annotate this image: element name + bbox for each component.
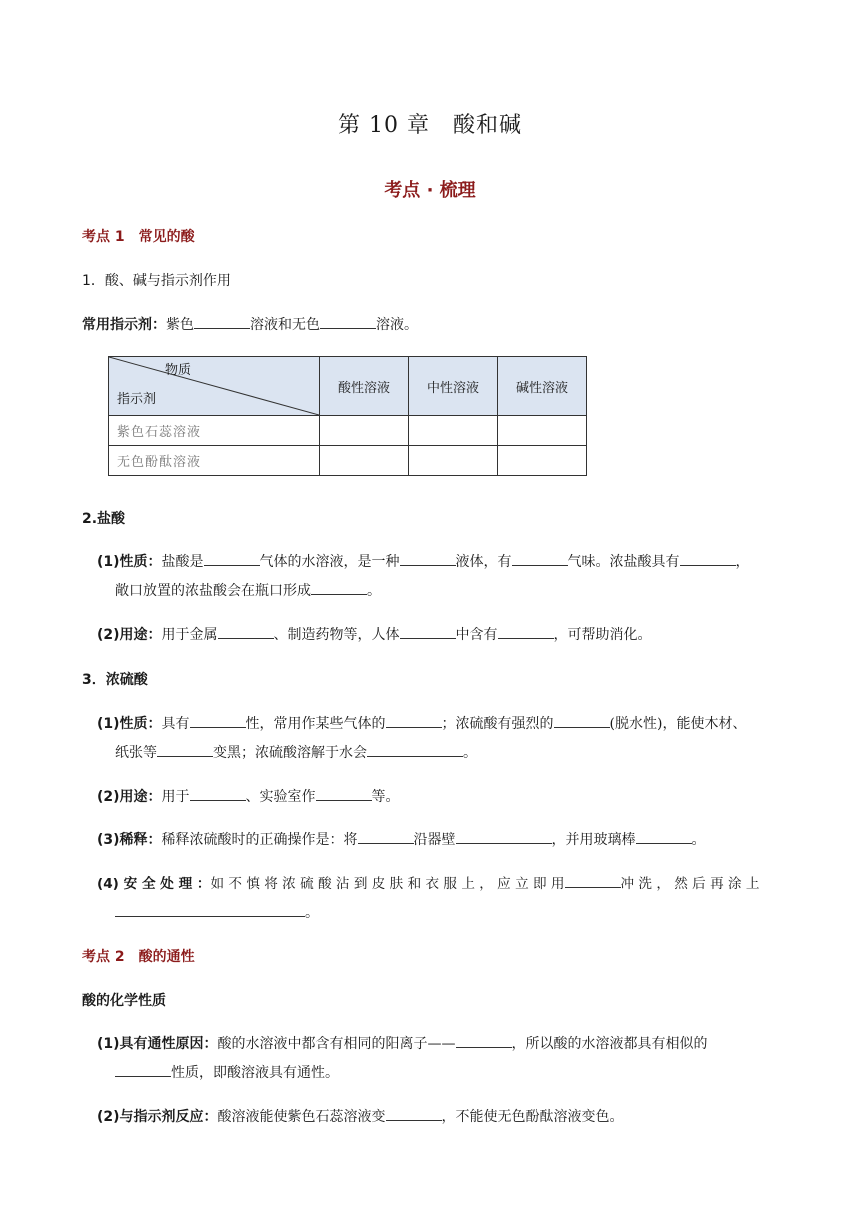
text: ，并用玻璃棒 (551, 832, 636, 848)
blank (218, 624, 274, 639)
text: 。 (367, 583, 381, 599)
text: 等。 (371, 789, 400, 805)
text: 冲 洗 ， 然 后 再 涂 上 (620, 876, 760, 892)
text: ， (735, 554, 750, 570)
label: (1)性质： (97, 716, 162, 732)
h2so4-use-line (97, 786, 782, 807)
text: 用于 (161, 789, 190, 805)
s2-heading: 2.盐酸 (82, 511, 126, 527)
hcl-property-line1 (97, 551, 782, 572)
blank (386, 713, 442, 728)
text: 。 (463, 745, 477, 761)
row-label: 紫色石蕊溶液 (109, 416, 320, 446)
kp2-heading: 考点 2 酸的通性 (82, 949, 195, 965)
text: 。 (691, 832, 706, 848)
diag-top-label: 物质 (165, 363, 192, 378)
text: 气味。浓盐酸具有 (567, 554, 680, 570)
text: 液体，有 (455, 554, 512, 570)
blank (498, 624, 554, 639)
text: 沿器壁 (413, 832, 456, 848)
text: 溶液和无色 (250, 317, 320, 333)
table-cell (320, 446, 409, 476)
hcl-property-line2 (115, 580, 782, 601)
blank (320, 314, 376, 329)
diag-bottom-label: 指示剂 (117, 392, 157, 407)
blank (367, 742, 463, 757)
label: (2)用途： (97, 789, 162, 805)
text: 纸张等 (115, 745, 157, 761)
kp1-heading: 考点 1 常见的酸 (82, 229, 195, 245)
acid-general-line2 (115, 1062, 782, 1083)
column-header: 碱性溶液 (498, 357, 587, 416)
text: 气体的水溶液，是一种 (259, 554, 400, 570)
table-cell (498, 416, 587, 446)
blank (456, 1033, 512, 1048)
text: ，可帮助消化。 (553, 627, 652, 643)
text: 用于金属 (161, 627, 218, 643)
blank (386, 1106, 442, 1121)
kp2-subheading: 酸的化学性质 (82, 993, 166, 1009)
label: (2)与指示剂反应： (97, 1109, 218, 1125)
label: (4) 安 全 处 理 ： (97, 876, 211, 892)
indicator-label: 常用指示剂： (82, 317, 166, 333)
blank (316, 786, 372, 801)
h2so4-property-line2 (115, 742, 782, 763)
label: (1)具有通性原因： (97, 1036, 218, 1052)
text: 具有 (161, 716, 190, 732)
text: ，所以酸的水溶液都具有相似的 (511, 1036, 708, 1052)
blank (204, 551, 260, 566)
hcl-use-line (97, 624, 782, 645)
acid-general-line1 (97, 1033, 782, 1054)
text: 性，常用作某些气体的 (245, 716, 386, 732)
table-cell (409, 446, 498, 476)
text: 稀释浓硫酸时的正确操作是：将 (161, 832, 358, 848)
text: 变黑；浓硫酸溶解于水会 (213, 745, 367, 761)
blank (400, 551, 456, 566)
text: 、实验室作 (245, 789, 316, 805)
blank (358, 829, 414, 844)
table-cell (498, 446, 587, 476)
column-header: 酸性溶液 (320, 357, 409, 416)
label: (2)用途： (97, 627, 162, 643)
s1-heading: 1．酸、碱与指示剂作用 (82, 273, 231, 289)
label: (3)稀释： (97, 832, 162, 848)
text: 3．浓硫酸 (82, 672, 148, 688)
text: 。 (305, 905, 319, 921)
blank (456, 829, 552, 844)
section-subtitle: 考点 · 梳理 (384, 180, 476, 201)
table-cell (320, 416, 409, 446)
indicator-table (108, 356, 587, 476)
blank (115, 1062, 171, 1077)
text: 酸的水溶液中都含有相同的阳离子—— (217, 1036, 456, 1052)
table-row (109, 416, 587, 446)
blank (400, 624, 456, 639)
blank (680, 551, 736, 566)
text: (脱水性)，能使木材、 (609, 716, 747, 732)
text: 盐酸是 (161, 554, 204, 570)
blank (636, 829, 692, 844)
text: 紫色 (166, 317, 194, 333)
indicator-line (82, 314, 782, 335)
blank (115, 902, 305, 917)
chapter-title: 第 10 章 酸和碱 (338, 113, 522, 138)
text: 如 不 慎 将 浓 硫 酸 沾 到 皮 肤 和 衣 服 上 ， 应 立 即 用 (210, 876, 565, 892)
blank (311, 580, 367, 595)
table-cell (409, 416, 498, 446)
column-header: 中性溶液 (409, 357, 498, 416)
text: 溶液。 (376, 317, 418, 333)
blank (194, 314, 250, 329)
h2so4-safety-line1 (97, 873, 779, 894)
h2so4-safety-line2 (115, 902, 782, 923)
text: 中含有 (455, 627, 498, 643)
blank (565, 873, 621, 888)
blank (190, 713, 246, 728)
blank (190, 786, 246, 801)
blank (554, 713, 610, 728)
h2so4-dilute-line (97, 829, 782, 850)
text: 敞口放置的浓盐酸会在瓶口形成 (115, 583, 311, 599)
label: (1)性质： (97, 554, 162, 570)
h2so4-property-line1 (97, 713, 782, 734)
acid-indicator-line (97, 1106, 782, 1127)
blank (512, 551, 568, 566)
text: 、制造药物等，人体 (273, 627, 400, 643)
text: ；浓硫酸有强烈的 (441, 716, 554, 732)
table-diagonal-header (109, 357, 320, 416)
s3-heading (82, 669, 148, 689)
text: 酸溶液能使紫色石蕊溶液变 (217, 1109, 386, 1125)
row-label: 无色酚酞溶液 (109, 446, 320, 476)
text: ，不能使无色酚酞溶液变色。 (441, 1109, 624, 1125)
text: 性质，即酸溶液具有通性。 (171, 1065, 339, 1081)
blank (157, 742, 213, 757)
table-row (109, 446, 587, 476)
